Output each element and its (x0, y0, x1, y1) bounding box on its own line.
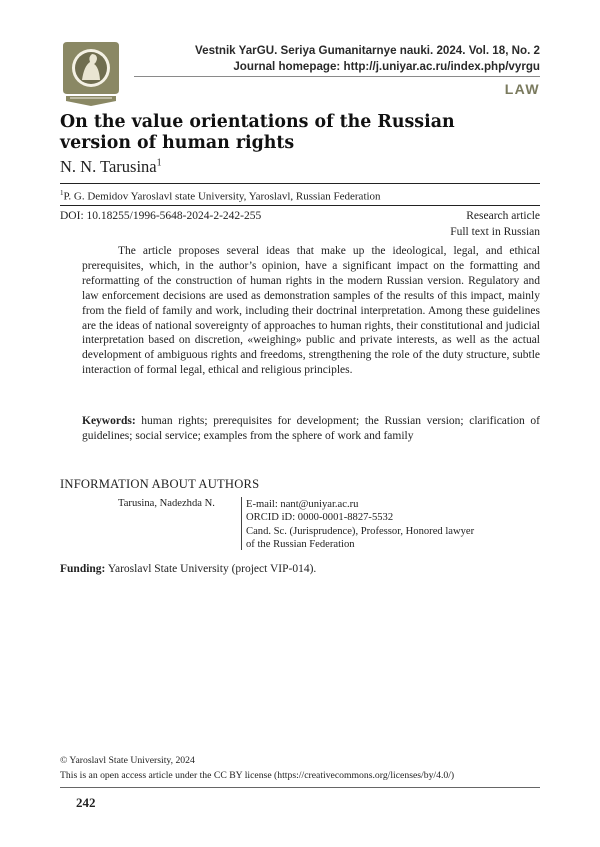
journal-homepage: Journal homepage: http://j.uniyar.ac.ru/index.php/vyrgu (233, 60, 540, 73)
funding (60, 563, 316, 575)
affiliation-bottom-rule (60, 205, 540, 206)
author-name: N. N. Tarusina (60, 157, 157, 176)
page-number: 242 (76, 795, 96, 810)
article-title: On the value orientations of the Russian version of human rights (60, 112, 455, 153)
header-divider (134, 76, 540, 77)
author-credentials-2: of the Russian Federation (246, 539, 355, 551)
author-orcid: ORCID iD: 0000-0001-8827-5532 (246, 512, 394, 524)
university-seal-logo (60, 40, 122, 108)
abstract: The article proposes several ideas that make up the ideological, legal, and ethical prerequisites, which, in the author’s opinion, have a significant impact on the formatting and reformatting of the construction of human rights in the modern Russian version. Regulatory and law enforcement decisions are used as demonstration samples of the results of this impact, mainly from the field of family and work, including their doctrinal interpretation. Among these guidelines are the ideas of national sovereignty of approaches to human rights, their constitutional and judicial interpretation based on discretion, «weighing» public and private interests, as well as the actual development of ambiguous rights and freedoms, strengthening the role of the duty structure, subtle interaction of formal legal, ethical and religious principles. (82, 245, 540, 377)
author-line (60, 157, 162, 177)
affiliation-top-rule (60, 183, 540, 184)
author-credentials-1: Cand. Sc. (Jurisprudence), Professor, Honored lawyer (246, 525, 475, 537)
authors-info-name: Tarusina, Nadezhda N. (118, 498, 215, 509)
funding-text: Yaroslavl State University (project VIP-014). (105, 563, 317, 575)
authors-info-heading: INFORMATION ABOUT AUTHORS (60, 477, 260, 491)
author-email: E-mail: nant@uniyar.ac.ru (246, 499, 359, 510)
doi: DOI: 10.18255/1996-5648-2024-2-242-255 (60, 210, 262, 222)
journal-citation: Vestnik YarGU. Seriya Gumanitarnye nauki. 2024. Vol. 18, No. 2 (195, 44, 540, 57)
affiliation-text: P. G. Demidov Yaroslavl state University, Yaroslavl, Russian Federation (63, 190, 381, 203)
affiliation-line (60, 189, 381, 203)
copyright-notice: © Yaroslavl State University, 2024 (60, 755, 195, 766)
funding-label: Funding: (60, 563, 106, 575)
footer-divider (60, 787, 540, 788)
author-affiliation-marker: 1 (156, 157, 162, 169)
keywords-label: Keywords: (82, 415, 136, 427)
affiliation-marker: 1 (60, 189, 64, 197)
authors-info-divider (241, 497, 242, 550)
language-note: Full text in Russian (450, 226, 540, 238)
keywords (82, 414, 540, 444)
article-type: Research article (466, 210, 540, 222)
authors-info-details (246, 498, 536, 552)
section-label: LAW (504, 81, 540, 97)
license-notice: This is an open access article under the CC BY license (https://creativecommons.org/licenses/by/4.0/) (60, 770, 455, 781)
keywords-text: human rights; prerequisites for development; the Russian version; clarification of guidelines; social service; examples from the sphere of work and family (82, 415, 540, 442)
